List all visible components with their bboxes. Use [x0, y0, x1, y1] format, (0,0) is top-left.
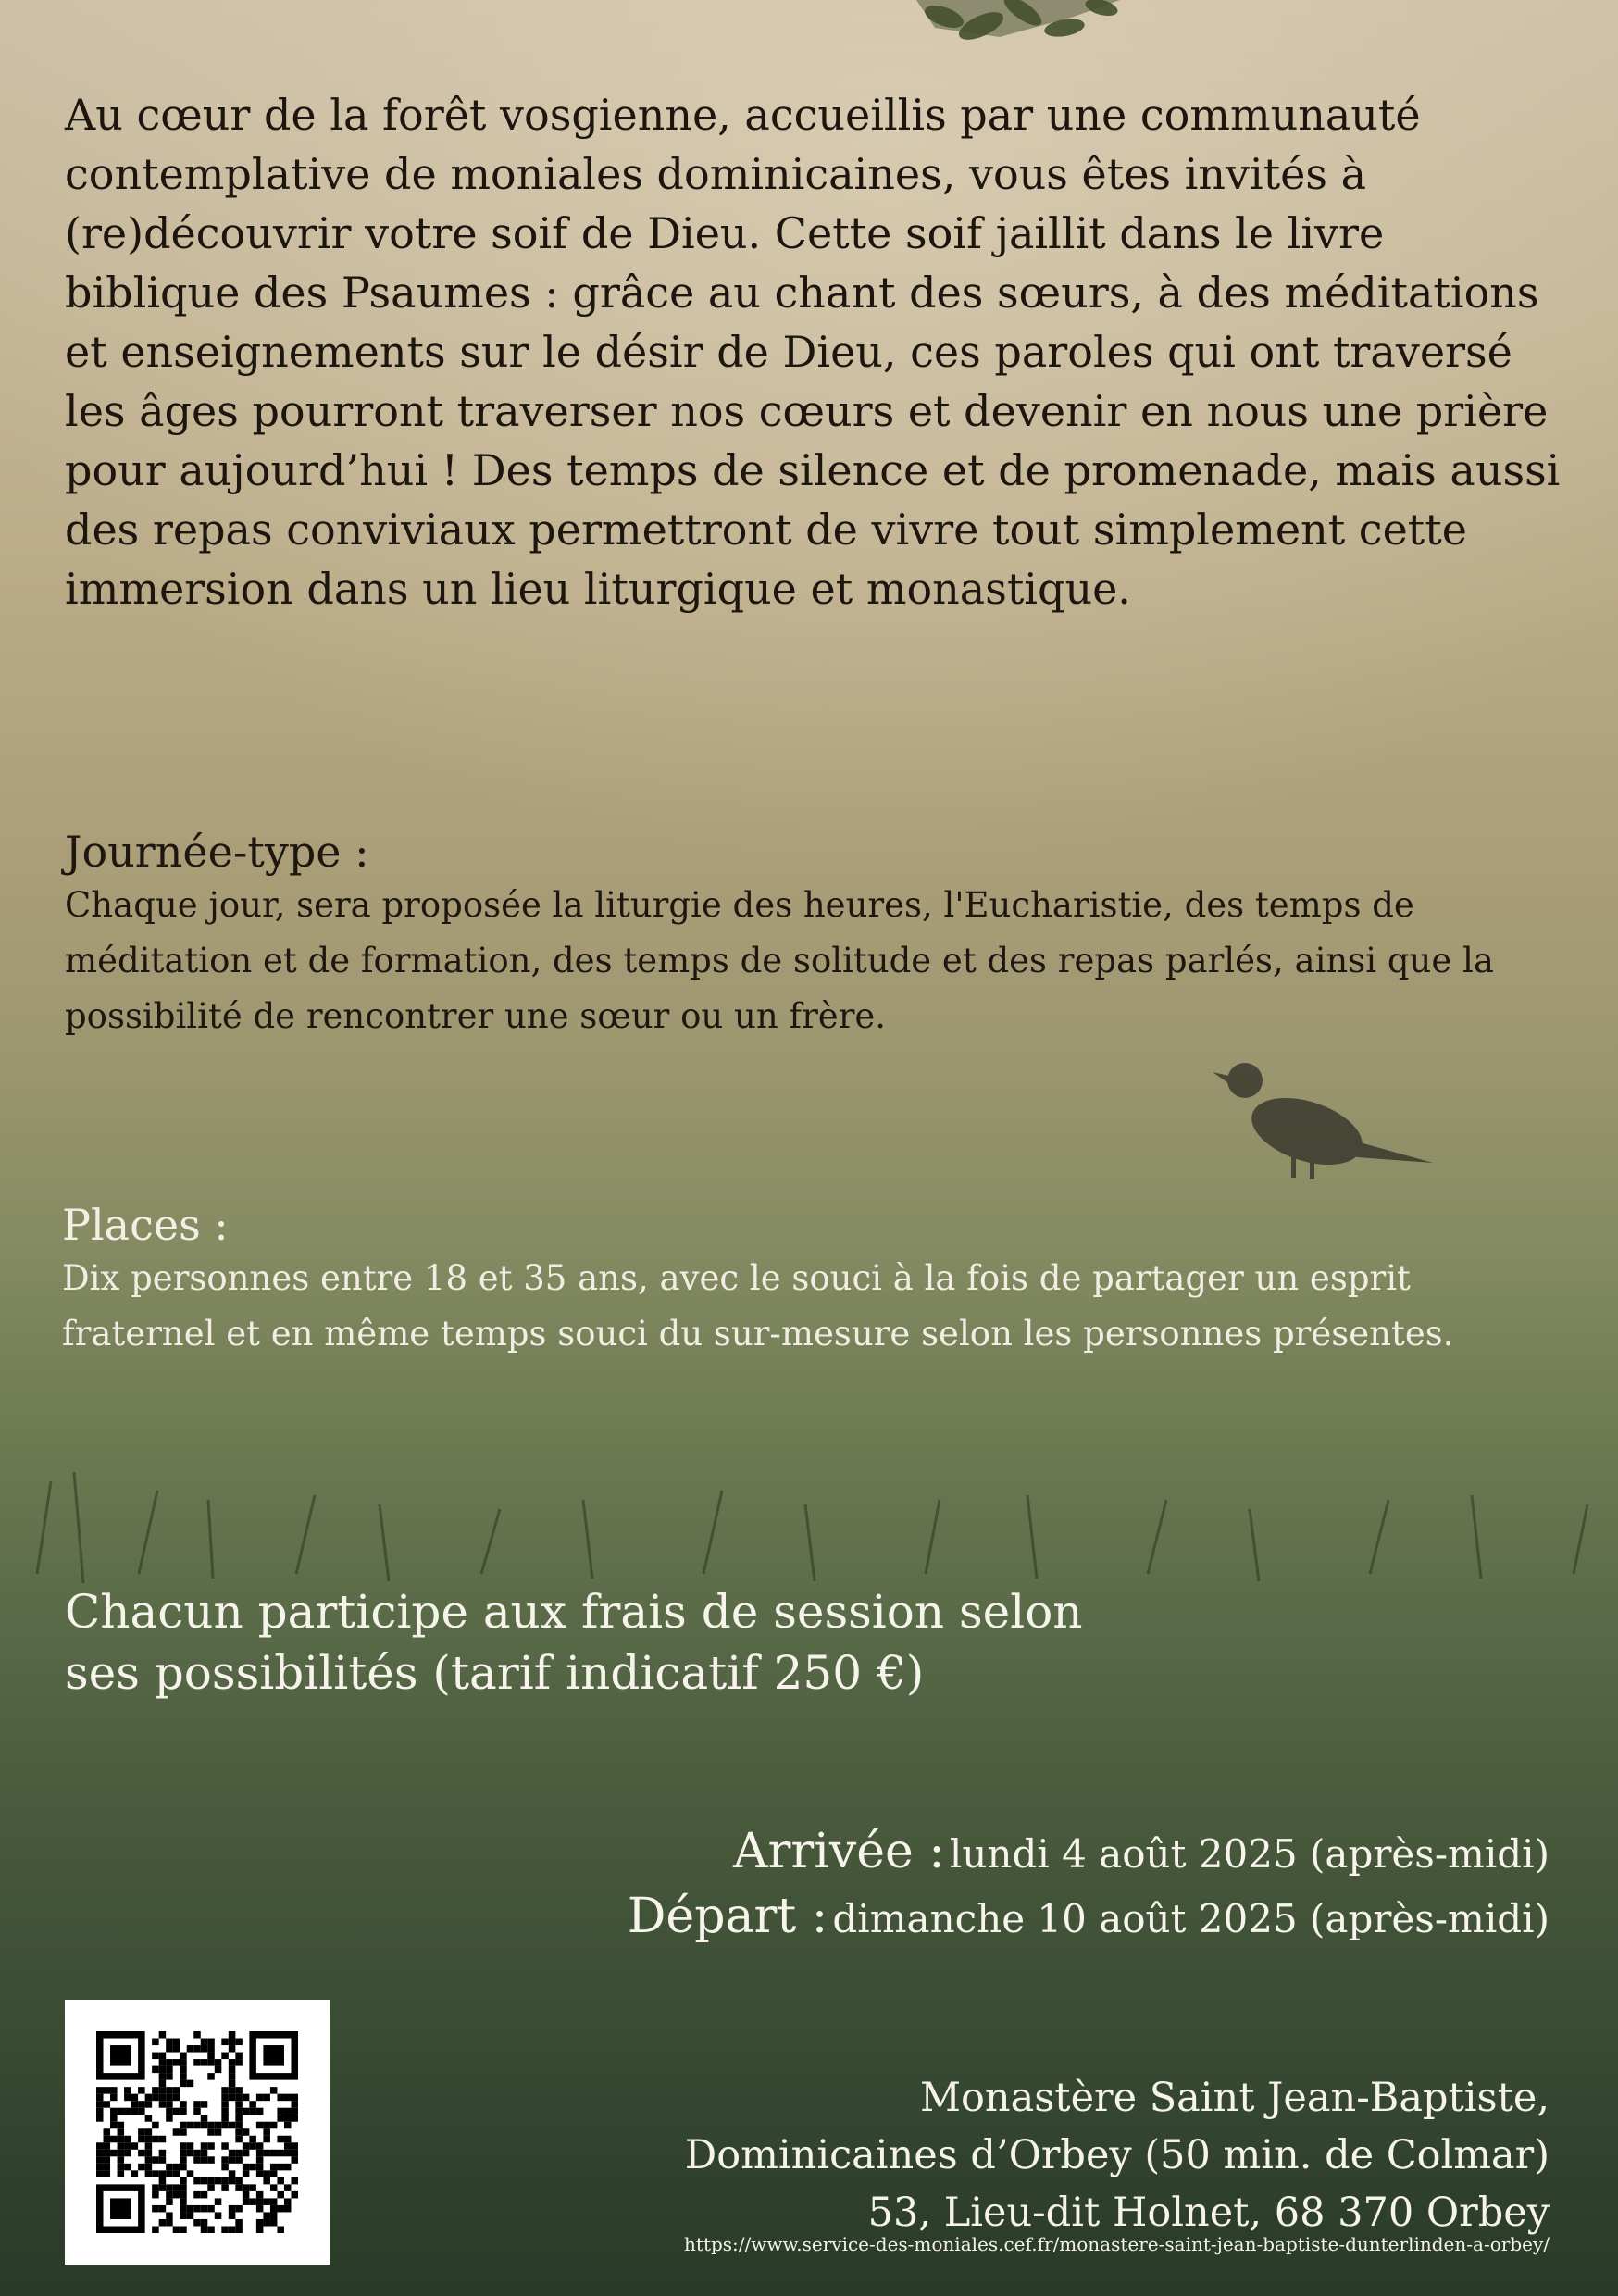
qr-code-icon[interactable] [65, 2000, 330, 2265]
frais-line-2: ses possibilités (tarif indicatif 250 €) [65, 1646, 925, 1700]
journee-type-heading: Journée-type : [65, 827, 369, 877]
places-text: Dix personnes entre 18 et 35 ans, avec le souci à la fois de partager un esprit fraternel et en même temps souci du sur-mesure selon les personnes présentes. [62, 1258, 1454, 1354]
address-line-2: Dominicaines d’Orbey (50 min. de Colmar) [684, 2132, 1550, 2178]
arrival-value: lundi 4 août 2025 (après-midi) [949, 1831, 1550, 1877]
departure-label: Départ : [627, 1889, 828, 1944]
departure-date [628, 1889, 1550, 1944]
address-line-1: Monastère Saint Jean-Baptiste, [919, 2075, 1550, 2121]
arrival-label: Arrivée : [732, 1824, 945, 1879]
journee-type-section [65, 826, 1574, 1044]
website-url-link[interactable]: https://www.service-des-moniales.cef.fr/monastere-saint-jean-baptiste-dunterlinden-a-orbey/ [684, 2233, 1550, 2255]
frais-section [65, 1581, 1176, 1703]
qr-code-graphic [96, 2031, 298, 2233]
departure-value: dimanche 10 août 2025 (après-midi) [832, 1896, 1550, 1941]
places-heading: Places : [62, 1200, 229, 1250]
intro-paragraph: Au cœur de la forêt vosgienne, accueillis par une communauté contemplative de moniales dominicaines, vous êtes invités à (re)découvrir votre soif de Dieu. Cette soif jaillit dans le livre biblique des Psaumes : grâce au chant des sœurs, à des méditations et enseignements sur le désir de Dieu, ces paroles qui ont traversé les âges pourront traverser nos cœurs et devenir en nous une prière pour aujourd’hui ! Des temps de silence et de promenade, mais aussi des repas conviviaux permettront de vivre tout simplement cette immersion dans un lieu liturgique et monastique. [65, 90, 1561, 614]
address-line-3: 53, Lieu-dit Holnet, 68 370 Orbey [867, 2190, 1550, 2236]
monastery-address [685, 2069, 1550, 2241]
grass-blades [37, 1472, 1587, 1583]
journee-type-text: Chaque jour, sera proposée la liturgie des heures, l'Eucharistie, des temps de méditation et de formation, des temps de solitude et des repas parlés, ainsi que la possibilité de rencontrer une sœur ou un frère. [65, 885, 1494, 1036]
arrival-date [733, 1824, 1550, 1879]
frais-line-1: Chacun participe aux frais de session selon [65, 1585, 1083, 1639]
places-section [62, 1199, 1571, 1362]
